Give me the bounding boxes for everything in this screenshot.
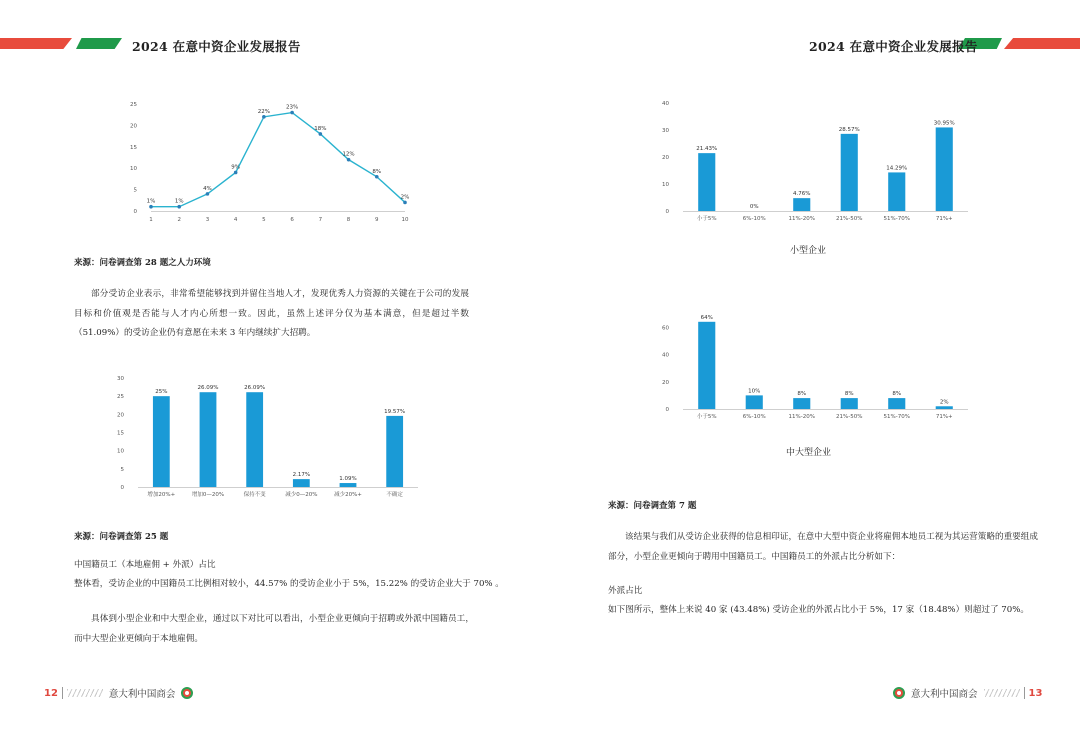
- data-label: 8%: [372, 168, 382, 175]
- data-label: 4.76%: [793, 191, 811, 198]
- data-point: [149, 205, 153, 209]
- x-tick-label: 51%-70%: [883, 414, 910, 420]
- x-tick-label: 21%-50%: [836, 216, 863, 222]
- y-tick-label: 25: [130, 102, 137, 108]
- paragraph-overall-ratio: 整体看，受访企业的中国籍员工比例相对较小，44.57% 的受访企业小于 5%，15.22% 的受访企业大于 70% 。: [74, 579, 504, 589]
- bar: [793, 398, 810, 409]
- y-tick-label: 40: [662, 352, 669, 359]
- data-point: [262, 115, 266, 119]
- y-tick-label: 5: [120, 466, 124, 473]
- x-tick-label: 减少20%+: [334, 492, 362, 498]
- x-tick-label: 4: [233, 217, 238, 223]
- line-chart-hr-environment: [118, 96, 423, 226]
- bar: [793, 198, 810, 211]
- data-label: 26.09%: [197, 385, 219, 392]
- x-tick-label: 9: [375, 217, 379, 223]
- data-label: 19.57%: [384, 408, 406, 415]
- x-tick-label: 6%-10%: [742, 414, 766, 420]
- series-line: [151, 113, 405, 207]
- y-tick-label: 10: [117, 448, 124, 455]
- x-tick-label: 不确定: [386, 492, 403, 498]
- x-tick-label: 7: [318, 217, 323, 223]
- bar: [841, 134, 858, 211]
- x-tick-label: 6%-10%: [742, 216, 766, 222]
- page-number: 12: [44, 687, 58, 699]
- x-tick-label: 51%-70%: [883, 216, 910, 222]
- chamber-logo-icon: [181, 687, 193, 699]
- y-tick-label: 5: [133, 187, 137, 194]
- data-label: 18%: [314, 125, 327, 132]
- x-tick-label: 2: [177, 217, 181, 223]
- data-label: 12%: [342, 151, 355, 158]
- data-label: 10%: [748, 388, 761, 395]
- x-tick-label: 5: [262, 217, 266, 223]
- x-tick-label: 1: [149, 217, 153, 223]
- data-label: 30.95%: [933, 120, 955, 127]
- bar-chart-large-enterprises: [658, 294, 978, 424]
- header-title: 2024 在意中资企业发展报告: [809, 39, 978, 54]
- data-label: 1%: [174, 198, 184, 205]
- chart1-source-caption: 来源：问卷调查第 28 题之人力环境: [74, 258, 211, 268]
- footer-divider: [1024, 687, 1025, 699]
- x-tick-label: 71%+: [935, 414, 953, 420]
- bar: [841, 398, 858, 409]
- data-label: 28.57%: [838, 126, 860, 133]
- y-tick-label: 40: [662, 101, 669, 107]
- data-label: 9%: [231, 164, 241, 171]
- data-label: 14.29%: [886, 165, 908, 172]
- bar: [153, 396, 170, 487]
- data-point: [403, 201, 407, 205]
- chamber-name: 意大利中国商会: [108, 689, 176, 700]
- x-tick-label: 71%+: [935, 216, 953, 222]
- x-tick-label: 21%-50%: [836, 414, 863, 420]
- chamber-name: 意大利中国商会: [911, 689, 978, 700]
- data-point: [375, 175, 379, 179]
- bar: [246, 392, 263, 487]
- bar: [936, 127, 953, 211]
- chart2-source-caption: 来源：问卷调查第 25 题: [74, 532, 169, 542]
- bar: [888, 172, 905, 211]
- data-label: 23%: [285, 104, 299, 111]
- paragraph-expat-ratio: 如下图所示，整体上来说 40 家 (43.48%) 受访企业的外派占比小于 5%，17 家（18.48%）则超过了 70%。: [608, 605, 1029, 615]
- bar-chart-hiring-plans: [118, 372, 423, 502]
- bar: [340, 483, 357, 487]
- y-tick-label: 0: [133, 209, 137, 215]
- x-tick-label: 11%-20%: [788, 414, 815, 420]
- chart-label-large: 中大型企业: [786, 448, 832, 458]
- x-tick-label: 保持不变: [243, 492, 266, 498]
- data-point: [347, 158, 351, 162]
- chamber-logo-icon: [893, 687, 905, 699]
- data-label: 1%: [146, 198, 156, 205]
- y-tick-label: 0: [120, 485, 124, 491]
- data-label: 26.09%: [244, 385, 266, 392]
- bar: [746, 395, 763, 409]
- paragraph-talent: 部分受访企业表示，非常希望能够找到并留住当地人才，发现优秀人力资源的关键在于公司的发展目标和价值观是否能与人才内心所想一致。因此，虽然上述评分仅为基本满意，但是超过半数（51.09%）的受访企业仍有意愿在未来 3 年内继续扩大招聘。: [74, 289, 469, 338]
- data-label: 0%: [749, 204, 759, 210]
- data-label: 8%: [844, 391, 854, 398]
- data-label: 8%: [892, 391, 902, 398]
- header-green-stripe: [76, 38, 122, 49]
- y-tick-label: 20: [117, 412, 124, 419]
- bar: [293, 479, 310, 487]
- y-tick-label: 30: [117, 376, 124, 382]
- data-point: [177, 205, 181, 209]
- y-tick-label: 15: [130, 144, 137, 151]
- x-tick-label: 增加20%+: [147, 492, 176, 498]
- bar: [200, 392, 217, 487]
- y-tick-label: 15: [117, 430, 124, 437]
- data-label: 64%: [700, 314, 713, 321]
- section-title-chinese-staff: 中国籍员工（本地雇佣 + 外派）占比: [74, 560, 216, 570]
- footer-hatch: [67, 689, 103, 697]
- data-label: 22%: [257, 108, 271, 115]
- footer-hatch: [984, 689, 1020, 697]
- y-tick-label: 20: [662, 155, 669, 161]
- y-tick-label: 10: [662, 182, 669, 188]
- data-label: 25%: [155, 389, 168, 396]
- x-tick-label: 增加0—20%: [191, 492, 225, 498]
- y-tick-label: 25: [117, 394, 124, 401]
- data-point: [319, 132, 323, 136]
- footer-divider: [62, 687, 63, 699]
- section-title-expat: 外派占比: [608, 586, 643, 596]
- x-tick-label: 小于5%: [696, 414, 717, 420]
- y-tick-label: 20: [662, 379, 669, 386]
- y-tick-label: 30: [662, 128, 669, 134]
- bar-chart-small-enterprises: [658, 96, 978, 226]
- bar: [698, 153, 715, 211]
- data-label: 8%: [797, 391, 807, 398]
- x-tick-label: 小于5%: [696, 216, 717, 222]
- x-tick-label: 10: [401, 217, 409, 223]
- x-tick-label: 6: [290, 217, 294, 223]
- y-tick-label: 0: [665, 209, 669, 215]
- paragraph-findings: 该结果与我们从受访企业获得的信息相印证，在意中大型中资企业将雇佣本地员工视为其运营策略的重要组成部分，小型企业更倾向于聘用中国籍员工。中国籍员工的外派占比分析如下：: [608, 532, 1038, 562]
- x-tick-label: 3: [205, 217, 210, 223]
- data-label: 2.17%: [292, 472, 311, 479]
- data-point: [290, 111, 294, 115]
- header-title: 2024 在意中资企业发展报告: [132, 39, 301, 54]
- x-tick-label: 减少0—20%: [285, 492, 318, 498]
- chart-label-small: 小型企业: [790, 246, 827, 256]
- data-label: 4%: [203, 185, 212, 192]
- footer-right: [893, 686, 1042, 700]
- y-tick-label: 60: [662, 325, 669, 332]
- chart4-source-caption: 来源：问卷调查第 7 题: [608, 501, 697, 511]
- y-tick-label: 0: [665, 407, 669, 413]
- header-red-stripe: [0, 38, 72, 49]
- x-tick-label: 11%-20%: [788, 216, 815, 222]
- data-label: 1.09%: [339, 476, 357, 483]
- page-number: 13: [1028, 687, 1043, 699]
- right-page: [540, 0, 1080, 737]
- bar: [888, 398, 905, 409]
- data-label: 2%: [400, 194, 410, 201]
- bar: [698, 322, 715, 409]
- data-label: 2%: [939, 399, 949, 406]
- y-tick-label: 20: [130, 123, 137, 130]
- data-point: [234, 171, 238, 175]
- bar: [386, 416, 403, 487]
- data-label: 21.43%: [696, 146, 718, 153]
- y-tick-label: 10: [130, 166, 137, 173]
- header-red-stripe: [1004, 38, 1080, 49]
- paragraph-size-comparison: 具体到小型企业和中大型企业，通过以下对比可以看出，小型企业更倾向于招聘或外派中国籍员工，而中大型企业更倾向于本地雇佣。: [74, 614, 474, 644]
- footer-left: [44, 686, 193, 700]
- x-tick-label: 8: [346, 217, 351, 223]
- bar: [936, 406, 953, 409]
- data-point: [206, 192, 210, 196]
